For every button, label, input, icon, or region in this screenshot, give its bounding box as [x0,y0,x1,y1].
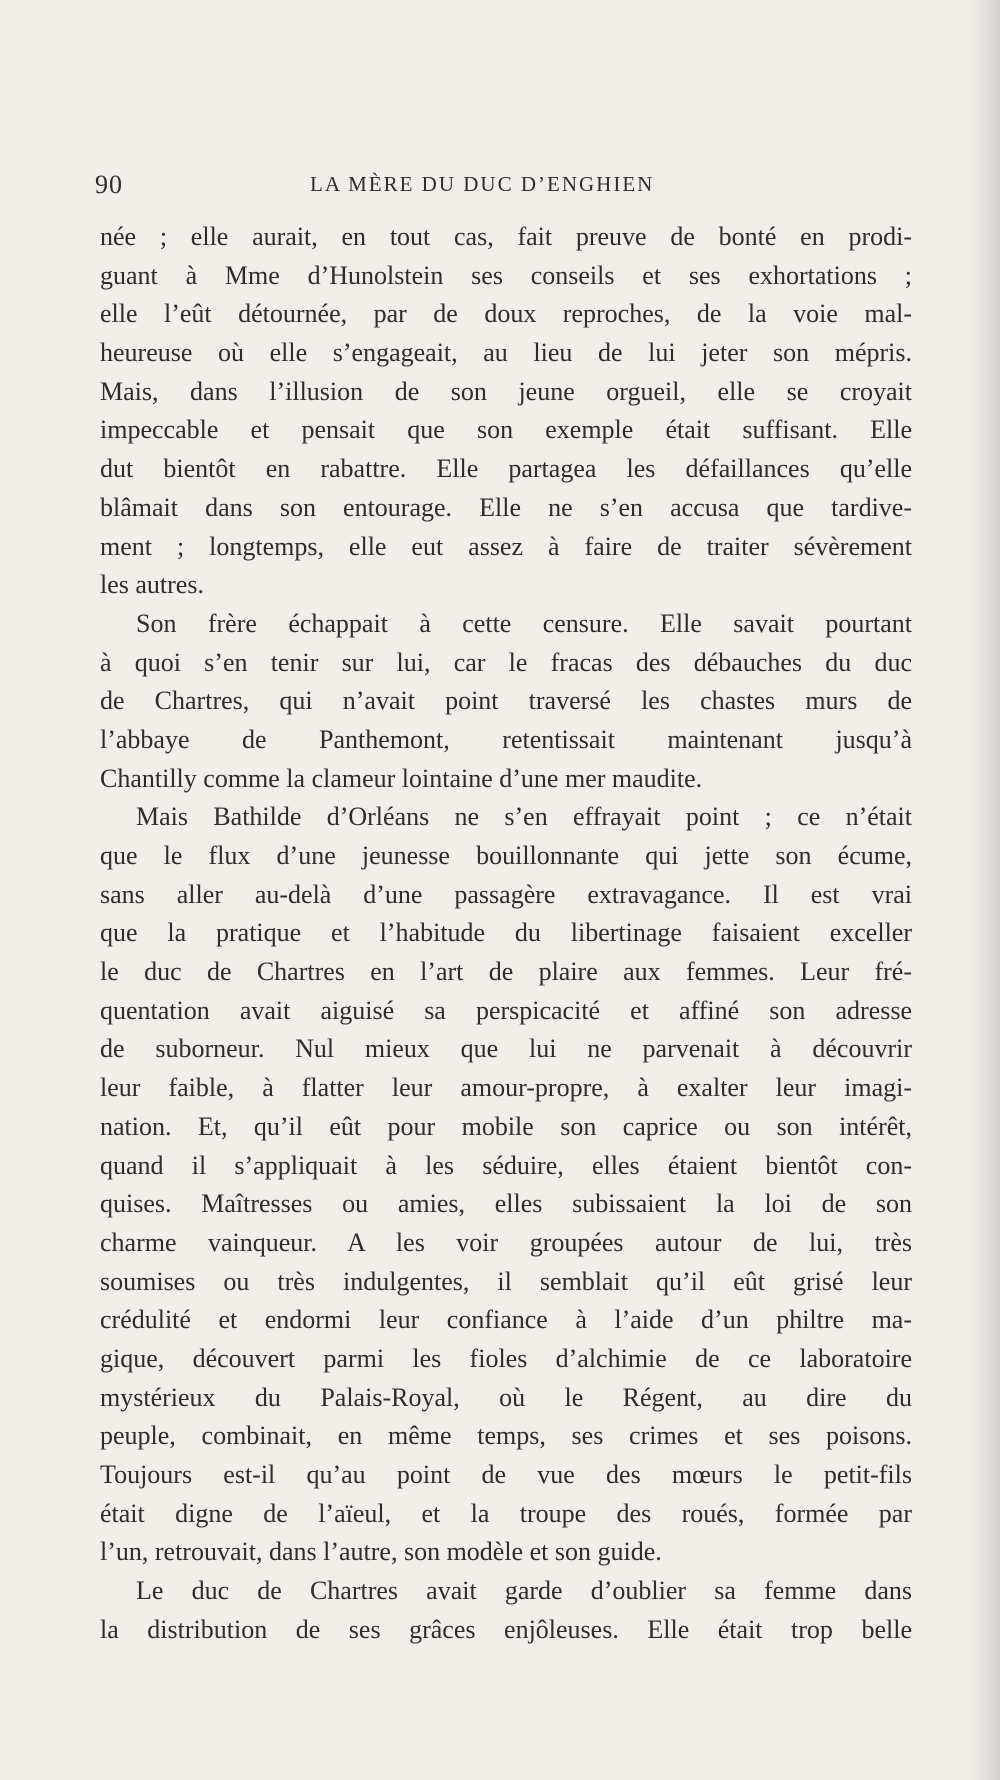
text-line: née ; elle aurait, en tout cas, fait preuve de bonté en prodi- [100,222,912,251]
page-number: 90 [95,170,123,199]
text-line: était digne de l’aïeul, et la troupe des roués, formée par [100,1498,912,1528]
text-line: soumises ou très indulgentes, il semblait qu’il eût grisé leur [100,1266,912,1296]
paragraph-start-line: Mais Bathilde d’Orléans ne s’en effrayait point ; ce n’était [136,802,912,832]
text-line: nation. Et, qu’il eût pour mobile son caprice ou son intérêt, [100,1111,912,1141]
running-title: LA MÈRE DU DUC D’ENGHIEN [310,172,655,196]
text-line: de suborneur. Nul mieux que lui ne parvenait à découvrir [100,1034,912,1064]
text-line: quand il s’appliquait à les séduire, elles étaient bientôt con- [100,1150,912,1180]
text-line: charme vainqueur. A les voir groupées autour de lui, très [100,1227,912,1257]
text-line: dut bientôt en rabattre. Elle partagea les défaillances qu’elle [100,454,912,484]
text-line: quentation avait aiguisé sa perspicacité et affiné son adresse [100,995,912,1025]
text-line: la distribution de ses grâces enjôleuses. Elle était trop belle [100,1614,912,1644]
text-line: ment ; longtemps, elle eut assez à faire de traiter sévèrement [100,531,912,561]
text-line: Toujours est-il qu’au point de vue des mœurs le petit-fils [100,1460,912,1489]
paragraph-end-line: Chantilly comme la clameur lointaine d’une mer maudite. [100,763,703,793]
text-line: peuple, combinait, en même temps, ses crimes et ses poisons. [100,1421,912,1451]
text-line: le duc de Chartres en l’art de plaire aux femmes. Leur fré- [100,957,912,987]
text-line: Mais, dans l’illusion de son jeune orgueil, elle se croyait [100,376,912,406]
text-line: mystérieux du Palais-Royal, où le Régent, au dire du [100,1382,912,1412]
body-text [100,218,912,1649]
text-line: l’abbaye de Panthemont, retentissait maintenant jusqu’à [100,724,912,754]
text-line: elle l’eût détournée, par de doux reproches, de la voie mal- [100,299,912,329]
paragraph-start-line: Le duc de Chartres avait garde d’oublier sa femme dans [136,1576,912,1606]
running-header [95,170,895,210]
paragraph-end-line: l’un, retrouvait, dans l’autre, son modèle et son guide. [100,1537,662,1567]
text-line: guant à Mme d’Hunolstein ses conseils et ses exhortations ; [100,260,912,290]
text-line: que le flux d’une jeunesse bouillonnante qui jette son écume, [100,841,912,870]
page-edge-shadow [970,0,1000,1780]
text-line: crédulité et endormi leur confiance à l’aide d’un philtre ma- [100,1305,912,1335]
paragraph-start-line: Son frère échappait à cette censure. Elle savait pourtant [136,608,912,638]
text-line: impeccable et pensait que son exemple était suffisant. Elle [100,415,912,445]
text-line: sans aller au-delà d’une passagère extravagance. Il est vrai [100,879,912,909]
text-line: que la pratique et l’habitude du libertinage faisaient exceller [100,918,912,948]
text-line: gique, découvert parmi les fioles d’alchimie de ce laboratoire [100,1343,912,1373]
text-line: blâmait dans son entourage. Elle ne s’en accusa que tardive- [100,492,912,522]
paragraph-end-line: les autres. [100,570,204,600]
text-line: quises. Maîtresses ou amies, elles subissaient la loi de son [100,1189,912,1219]
text-line: de Chartres, qui n’avait point traversé les chastes murs de [100,686,912,716]
text-line: à quoi s’en tenir sur lui, car le fracas des débauches du duc [100,647,912,677]
text-line: leur faible, à flatter leur amour-propre, à exalter leur imagi- [100,1073,912,1103]
text-line: heureuse où elle s’engageait, au lieu de lui jeter son mépris. [100,338,912,368]
